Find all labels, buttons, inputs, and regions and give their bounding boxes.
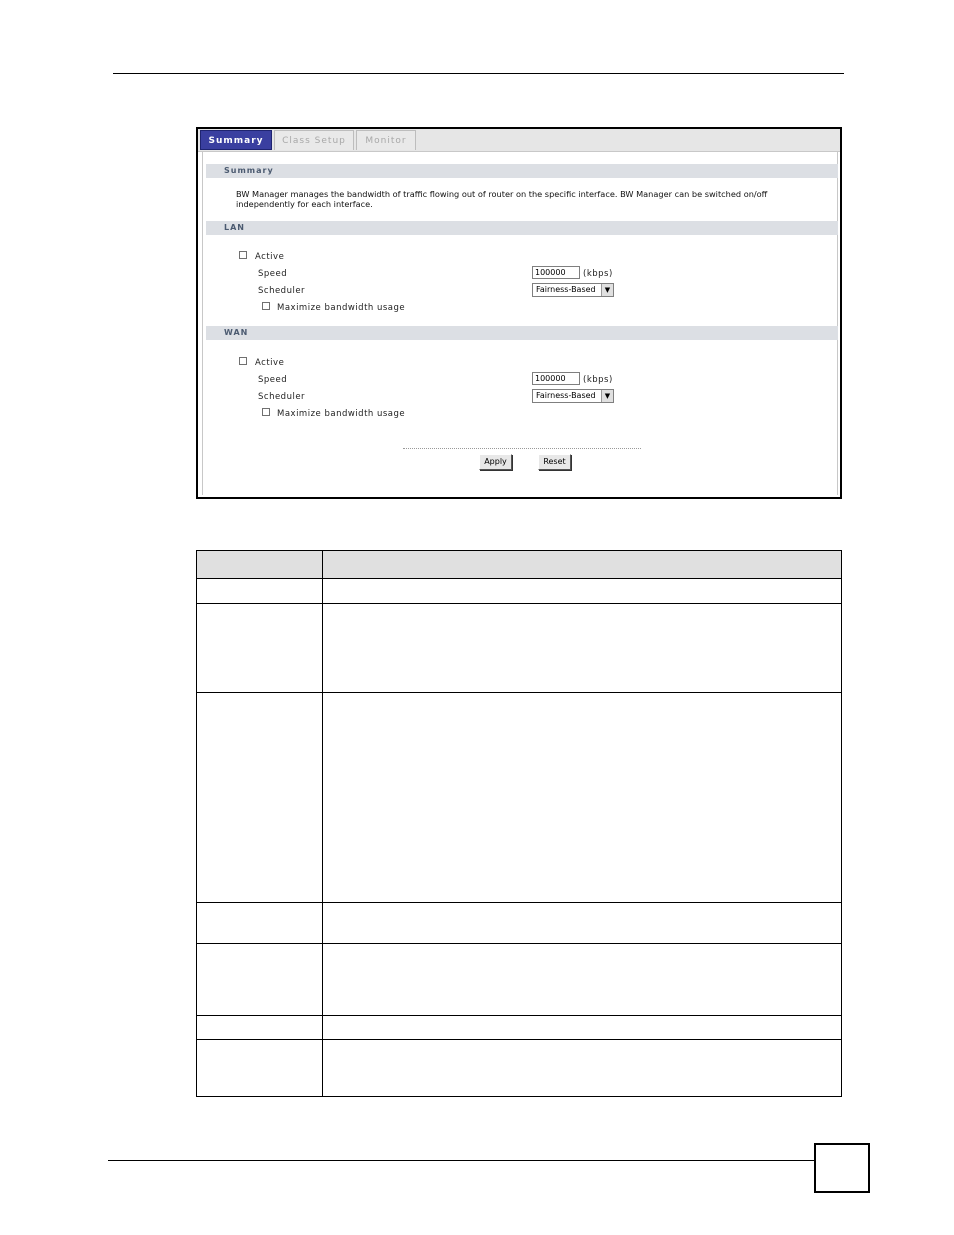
table-cell [323,693,842,903]
chevron-down-icon[interactable]: ▼ [601,390,613,402]
tab-summary[interactable]: Summary [200,130,272,150]
table-cell [197,903,323,944]
table-cell [197,1016,323,1040]
lan-active-checkbox[interactable] [239,251,247,259]
wan-active-label: Active [255,358,285,368]
table-header-cell [323,551,842,579]
table-row [197,579,842,604]
table-row [197,903,842,944]
table-header-cell [197,551,323,579]
wan-speed-unit: (kbps) [583,375,613,385]
tab-monitor[interactable]: Monitor [356,130,416,150]
lan-speed-unit: (kbps) [583,269,613,279]
section-wan-heading: WAN [206,326,838,340]
reset-button[interactable]: Reset [538,454,571,470]
section-lan-heading: LAN [206,221,838,235]
lan-scheduler-label: Scheduler [258,286,306,296]
table-cell [197,579,323,604]
field-description-table [196,550,842,1097]
wan-scheduler-select[interactable] [532,389,614,403]
chevron-down-icon[interactable]: ▼ [601,284,613,296]
button-divider [403,448,641,449]
wan-maximize-label: Maximize bandwidth usage [277,409,406,419]
bw-manager-screenshot [196,127,842,499]
table-cell [323,1016,842,1040]
table-cell [197,1040,323,1097]
table-cell [323,903,842,944]
summary-description: BW Manager manages the bandwidth of traffic flowing out of router on the specific interface. BW Manager can be switched on/off independently for each interface. [236,189,768,209]
section-summary-heading: Summary [206,164,838,178]
table-cell [197,693,323,903]
table-cell [197,944,323,1016]
page-number-box [814,1143,870,1193]
wan-active-checkbox[interactable] [239,357,247,365]
wan-scheduler-label: Scheduler [258,392,306,402]
table-row [197,693,842,903]
lan-scheduler-select[interactable] [532,283,614,297]
wan-maximize-checkbox[interactable] [262,408,270,416]
lan-active-label: Active [255,252,285,262]
lan-speed-input[interactable] [532,266,580,279]
table-row [197,944,842,1016]
lan-scheduler-value: Fairness-Based [536,285,596,294]
table-row [197,1040,842,1097]
table-cell [323,1040,842,1097]
lan-maximize-label: Maximize bandwidth usage [277,303,406,313]
footer-rule [108,1160,814,1161]
summary-panel [202,151,838,495]
header-rule [113,73,844,74]
table-row [197,1016,842,1040]
lan-speed-label: Speed [258,269,288,279]
table-cell [323,579,842,604]
table-cell [323,604,842,693]
tab-bar [198,129,840,152]
table-row [197,604,842,693]
table-cell [323,944,842,1016]
table-header-row [197,551,842,579]
apply-button[interactable]: Apply [479,454,512,470]
wan-speed-input[interactable] [532,372,580,385]
lan-maximize-checkbox[interactable] [262,302,270,310]
wan-scheduler-value: Fairness-Based [536,391,596,400]
tab-class-setup[interactable]: Class Setup [274,130,354,150]
table-cell [197,604,323,693]
wan-speed-label: Speed [258,375,288,385]
